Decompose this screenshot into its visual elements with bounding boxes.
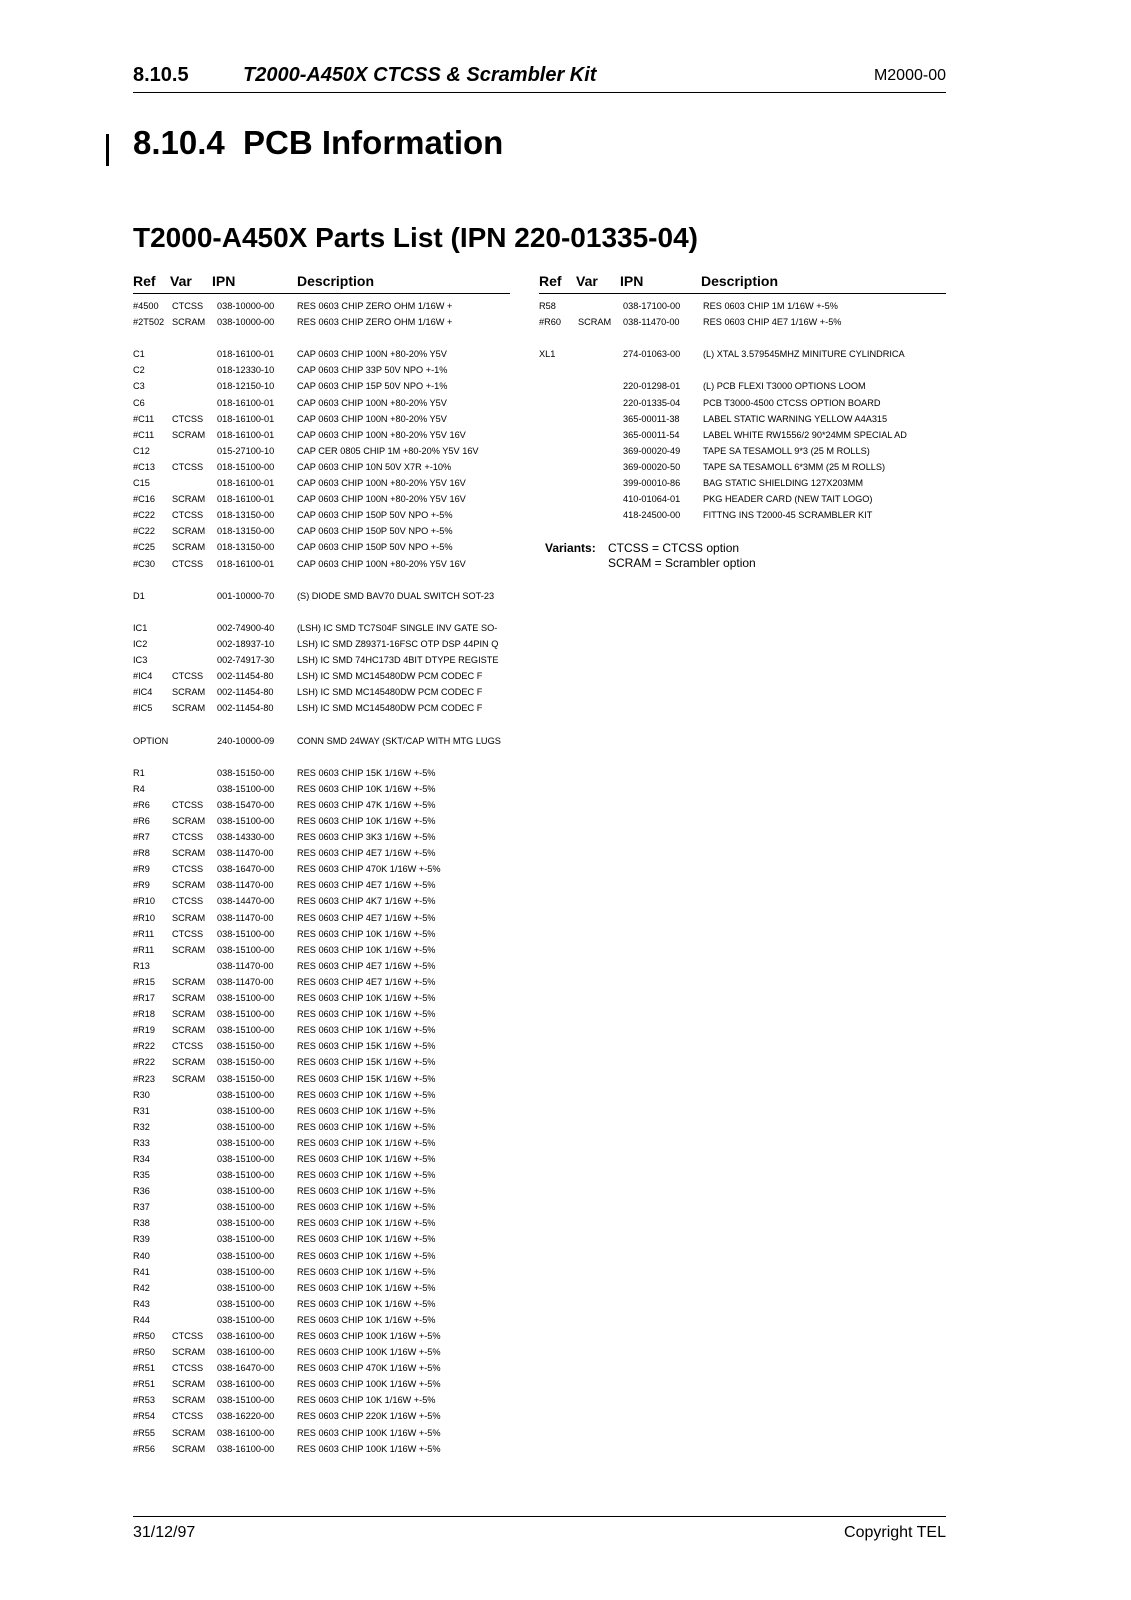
part-ipn: 038-15100-00: [217, 1121, 275, 1132]
part-ipn: 002-11454-80: [217, 703, 274, 714]
part-description: CAP CER 0805 CHIP 1M +80-20% Y5V 16V: [297, 445, 479, 456]
part-description: (LSH) IC SMD TC7S04F SINGLE INV GATE SO-: [297, 622, 498, 633]
part-variant: CTCSS: [172, 864, 204, 875]
part-ipn: 038-17100-00: [623, 301, 681, 311]
part-description: LSH) IC SMD MC145480DW PCM CODEC F: [297, 687, 483, 698]
part-variant: SCRAM: [172, 1057, 206, 1068]
part-ipn: 038-15470-00: [217, 799, 275, 810]
part-description: LSH) IC SMD MC145480DW PCM CODEC F: [297, 671, 483, 682]
part-description: PCB T3000-4500 CTCSS OPTION BOARD: [703, 397, 881, 408]
part-variant: SCRAM: [172, 494, 206, 505]
part-description: RES 0603 CHIP 10K 1/16W +-5%: [297, 1314, 436, 1325]
header-document-code: M2000-00: [873, 67, 946, 84]
part-description: RES 0603 CHIP 3K3 1/16W +-5%: [297, 832, 436, 843]
part-ref: #R51: [133, 1363, 155, 1374]
part-ipn: 018-16100-01: [217, 397, 275, 408]
part-ipn: 365-00011-38: [623, 413, 680, 424]
part-ref: R1: [133, 767, 145, 778]
part-ipn: 018-16100-01: [217, 413, 275, 424]
part-ipn: 038-15100-00: [217, 1298, 275, 1309]
part-ipn: 018-16100-01: [217, 349, 275, 360]
part-ref: R35: [133, 1170, 150, 1181]
left-column-header: [133, 273, 510, 294]
part-ipn: 038-14330-00: [217, 832, 275, 843]
part-description: RES 0603 CHIP 10K 1/16W +-5%: [297, 993, 436, 1004]
part-ref: R36: [133, 1186, 150, 1197]
part-ipn: 410-01064-01: [623, 494, 681, 505]
part-ipn: 038-16100-00: [217, 1379, 275, 1390]
part-ipn: 018-13150-00: [217, 526, 275, 537]
part-description: CAP 0603 CHIP 100N +80-20% Y5V: [297, 349, 447, 360]
part-ref: #C22: [133, 510, 155, 521]
parts-list-title: T2000-A450X Parts List (IPN 220-01335-04): [133, 222, 698, 253]
part-description: RES 0603 CHIP 10K 1/16W +-5%: [297, 1218, 436, 1229]
part-ref: C12: [133, 445, 150, 456]
part-description: RES 0603 CHIP 10K 1/16W +-5%: [297, 1266, 436, 1277]
part-ipn: 240-10000-09: [217, 735, 275, 746]
part-ipn: 038-15100-00: [217, 816, 275, 826]
part-ipn: 038-11470-00: [217, 976, 274, 987]
part-variant: SCRAM: [172, 1443, 206, 1454]
part-ref: #R54: [133, 1411, 155, 1422]
part-variant: CTCSS: [172, 558, 204, 569]
part-ipn: 038-15100-00: [217, 1186, 275, 1197]
part-description: LABEL STATIC WARNING YELLOW A4A315: [703, 413, 888, 424]
part-variant: SCRAM: [172, 526, 206, 537]
part-variant: SCRAM: [172, 1395, 206, 1406]
part-ipn: 038-15150-00: [217, 1041, 275, 1052]
part-ref: #R23: [133, 1073, 155, 1084]
part-ref: C3: [133, 381, 145, 392]
part-description: RES 0603 CHIP 10K 1/16W +-5%: [297, 1121, 436, 1132]
part-variant: CTCSS: [172, 413, 204, 424]
part-variant: SCRAM: [578, 317, 612, 328]
part-ipn: 001-10000-70: [217, 590, 275, 601]
col-ipn: IPN: [620, 273, 644, 289]
part-ref: #R17: [133, 993, 155, 1004]
part-ipn: 038-16100-00: [217, 1331, 275, 1341]
part-description: RES 0603 CHIP 47K 1/16W +-5%: [297, 799, 436, 810]
right-column-header: [539, 273, 946, 294]
part-description: RES 0603 CHIP 4E7 1/16W +-5%: [703, 317, 842, 328]
part-ref: #R51: [133, 1379, 155, 1390]
part-ref: #R53: [133, 1395, 155, 1406]
col-var: Var: [170, 273, 192, 289]
part-ref: #IC4: [133, 671, 153, 682]
part-ref: #R15: [133, 976, 155, 987]
part-ref: #R11: [133, 928, 155, 939]
col-ref: Ref: [539, 273, 562, 289]
part-ipn: 418-24500-00: [623, 510, 681, 521]
part-variant: SCRAM: [172, 1427, 206, 1438]
part-description: RES 0603 CHIP 10K 1/16W +-5%: [297, 1009, 436, 1020]
part-description: RES 0603 CHIP 10K 1/16W +-5%: [297, 1250, 436, 1261]
part-ipn: 038-15100-00: [217, 1395, 275, 1406]
part-ref: #IC5: [133, 703, 153, 714]
part-ipn: 038-15150-00: [217, 1057, 275, 1068]
part-description: CAP 0603 CHIP 100N +80-20% Y5V: [297, 413, 447, 424]
part-variant: CTCSS: [172, 1363, 204, 1374]
part-variant: CTCSS: [172, 1041, 204, 1052]
part-ref: C2: [133, 365, 145, 376]
col-var: Var: [576, 273, 598, 289]
part-ipn: 038-15150-00: [217, 1073, 275, 1084]
part-ref: #R9: [133, 864, 150, 875]
part-variant: SCRAM: [172, 944, 206, 955]
part-ipn: 038-15100-00: [217, 1009, 275, 1020]
part-ipn: 015-27100-10: [217, 445, 275, 456]
part-variant: CTCSS: [172, 301, 204, 311]
part-variant: SCRAM: [172, 880, 206, 891]
part-description: RES 0603 CHIP 10K 1/16W +-5%: [297, 1298, 436, 1309]
part-description: RES 0603 CHIP 470K 1/16W +-5%: [297, 1363, 441, 1374]
part-ipn: 038-16470-00: [217, 1363, 275, 1374]
part-variant: SCRAM: [172, 1009, 206, 1020]
part-ipn: 038-15100-00: [217, 944, 275, 955]
part-description: LABEL WHITE RW1556/2 90*24MM SPECIAL AD: [703, 429, 907, 440]
part-description: RES 0603 CHIP 10K 1/16W +-5%: [297, 1025, 436, 1036]
section-number: 8.10.4: [133, 124, 225, 161]
part-ref: #R6: [133, 799, 150, 810]
part-ipn: 038-15100-00: [217, 1025, 275, 1036]
part-ref: #R19: [133, 1025, 155, 1036]
part-ref: #R60: [539, 317, 561, 328]
part-variant: CTCSS: [172, 896, 204, 907]
part-ipn: 018-16100-01: [217, 478, 275, 489]
part-ref: #R8: [133, 848, 150, 859]
part-ref: IC2: [133, 638, 148, 649]
part-description: RES 0603 CHIP 10K 1/16W +-5%: [297, 1170, 436, 1181]
part-description: RES 0603 CHIP 10K 1/16W +-5%: [297, 1089, 436, 1100]
part-description: RES 0603 CHIP 10K 1/16W +-5%: [297, 1153, 436, 1164]
part-variant: SCRAM: [172, 993, 206, 1004]
part-ipn: 038-15100-00: [217, 928, 275, 939]
col-desc: Description: [701, 273, 779, 289]
part-ipn: 038-15100-00: [217, 1282, 275, 1293]
part-ref: #IC4: [133, 687, 153, 698]
header-title: T2000-A450X CTCSS & Scrambler Kit: [243, 64, 597, 86]
part-ipn: 399-00010-86: [623, 478, 681, 489]
part-variant: SCRAM: [172, 542, 206, 553]
part-variant: CTCSS: [172, 928, 204, 939]
part-description: RES 0603 CHIP 10K 1/16W +-5%: [297, 944, 436, 955]
part-ipn: 038-14470-00: [217, 896, 275, 907]
part-description: RES 0603 CHIP 10K 1/16W +-5%: [297, 1234, 436, 1245]
part-ipn: 038-16100-00: [217, 1427, 275, 1438]
part-ipn: 018-15100-00: [217, 461, 275, 472]
part-variant: SCRAM: [172, 317, 206, 328]
part-ipn: 038-15100-00: [217, 1218, 275, 1229]
part-ref: R31: [133, 1105, 150, 1116]
part-ipn: 038-10000-00: [217, 301, 275, 311]
part-ipn: 038-15100-00: [217, 993, 275, 1004]
part-description: CAP 0603 CHIP 100N +80-20% Y5V: [297, 397, 447, 408]
part-ref: R32: [133, 1121, 150, 1132]
part-ipn: 220-01298-01: [623, 381, 681, 392]
part-ref: R37: [133, 1202, 150, 1213]
section-heading: [133, 124, 503, 162]
part-ipn: 038-15100-00: [217, 1105, 275, 1116]
part-description: RES 0603 CHIP 10K 1/16W +-5%: [297, 1186, 436, 1197]
part-ref: R58: [539, 301, 556, 311]
part-description: RES 0603 CHIP 15K 1/16W +-5%: [297, 1073, 436, 1084]
part-ref: #C13: [133, 461, 155, 472]
part-ipn: 018-16100-01: [217, 429, 275, 440]
part-ipn: 038-16100-00: [217, 1443, 275, 1454]
part-description: CAP 0603 CHIP 150P 50V NPO +-5%: [297, 510, 453, 521]
part-ref: C15: [133, 478, 150, 489]
part-ipn: 002-74900-40: [217, 622, 275, 633]
part-variant: CTCSS: [172, 799, 204, 810]
part-description: RES 0603 CHIP 4K7 1/16W +-5%: [297, 896, 436, 907]
part-variant: SCRAM: [172, 703, 206, 714]
part-ipn: 038-15100-00: [217, 1089, 275, 1100]
part-description: CAP 0603 CHIP 10N 50V X7R +-10%: [297, 461, 452, 472]
part-description: RES 0603 CHIP 100K 1/16W +-5%: [297, 1443, 441, 1454]
variants-label: Variants:: [545, 541, 596, 555]
part-ipn: 038-15100-00: [217, 783, 275, 794]
col-desc: Description: [297, 273, 375, 289]
part-description: TAPE SA TESAMOLL 6*3MM (25 M ROLLS): [703, 461, 886, 472]
part-ipn: 274-01063-00: [623, 349, 681, 360]
part-ref: R4: [133, 783, 145, 794]
part-variant: SCRAM: [172, 848, 206, 859]
part-ipn: 038-11470-00: [217, 848, 274, 859]
part-ipn: 002-11454-80: [217, 671, 274, 682]
part-description: (L) XTAL 3.579545MHZ MINITURE CYLINDRICA: [703, 349, 905, 360]
part-ipn: 038-16100-00: [217, 1347, 275, 1358]
part-ref: R30: [133, 1089, 150, 1100]
part-ipn: 038-16470-00: [217, 864, 275, 875]
part-description: RES 0603 CHIP 4E7 1/16W +-5%: [297, 880, 436, 891]
part-description: RES 0603 CHIP 10K 1/16W +-5%: [297, 816, 436, 826]
col-ipn: IPN: [212, 273, 236, 289]
part-ipn: 220-01335-04: [623, 397, 681, 408]
part-description: TAPE SA TESAMOLL 9*3 (25 M ROLLS): [703, 445, 870, 456]
part-description: RES 0603 CHIP 4E7 1/16W +-5%: [297, 912, 436, 923]
section-title: PCB Information: [243, 124, 504, 161]
part-variant: SCRAM: [172, 687, 206, 698]
part-description: RES 0603 CHIP 4E7 1/16W +-5%: [297, 848, 436, 859]
part-description: (L) PCB FLEXI T3000 OPTIONS LOOM: [703, 381, 866, 392]
part-description: RES 0603 CHIP ZERO OHM 1/16W +: [297, 301, 453, 311]
part-ipn: 038-15100-00: [217, 1170, 275, 1181]
part-description: LSH) IC SMD 74HC173D 4BIT DTYPE REGISTE: [297, 655, 499, 666]
part-ref: R13: [133, 960, 150, 971]
part-ipn: 365-00011-54: [623, 429, 680, 440]
part-ref: #C22: [133, 526, 155, 537]
part-ref: #R22: [133, 1057, 155, 1068]
page-footer: [133, 1516, 946, 1541]
part-ref: #R50: [133, 1347, 155, 1358]
part-ref: #C16: [133, 494, 155, 505]
part-description: RES 0603 CHIP 10K 1/16W +-5%: [297, 1202, 436, 1213]
part-description: RES 0603 CHIP 220K 1/16W +-5%: [297, 1411, 441, 1422]
page-header: [133, 62, 946, 93]
part-ref: #C11: [133, 429, 155, 440]
part-ref: R40: [133, 1250, 150, 1261]
part-ipn: 018-16100-01: [217, 558, 275, 569]
part-ref: #R22: [133, 1041, 155, 1052]
part-ipn: 038-15100-00: [217, 1314, 275, 1325]
part-description: RES 0603 CHIP ZERO OHM 1/16W +: [297, 317, 453, 328]
part-ipn: 369-00020-49: [623, 445, 681, 456]
part-description: RES 0603 CHIP 15K 1/16W +-5%: [297, 767, 436, 778]
part-variant: SCRAM: [172, 1025, 206, 1036]
part-ref: R41: [133, 1266, 150, 1277]
variant-scram: SCRAM = Scrambler option: [608, 556, 756, 570]
part-variant: SCRAM: [172, 976, 206, 987]
part-description: RES 0603 CHIP 100K 1/16W +-5%: [297, 1427, 441, 1438]
part-ipn: 038-15100-00: [217, 1234, 275, 1245]
part-ref: #R6: [133, 816, 150, 826]
part-ipn: 038-11470-00: [217, 880, 274, 891]
part-ipn: 369-00020-50: [623, 461, 681, 472]
part-variant: SCRAM: [172, 816, 206, 826]
part-variant: CTCSS: [172, 510, 204, 521]
part-ipn: 038-15100-00: [217, 1202, 275, 1213]
part-ref: #R56: [133, 1443, 155, 1454]
part-description: RES 0603 CHIP 100K 1/16W +-5%: [297, 1331, 441, 1341]
part-ipn: 038-15100-00: [217, 1137, 275, 1148]
part-description: CAP 0603 CHIP 100N +80-20% Y5V 16V: [297, 478, 466, 489]
part-ref: #2T502: [133, 317, 165, 328]
part-ref: #R10: [133, 912, 155, 923]
part-variant: CTCSS: [172, 832, 204, 843]
part-ref: #4500: [133, 301, 159, 311]
part-description: RES 0603 CHIP 10K 1/16W +-5%: [297, 1282, 436, 1293]
part-variant: SCRAM: [172, 1073, 206, 1084]
part-ref: IC1: [133, 622, 148, 633]
part-ipn: 038-15100-00: [217, 1266, 275, 1277]
part-description: RES 0603 CHIP 10K 1/16W +-5%: [297, 1395, 436, 1406]
part-description: FITTNG INS T2000-45 SCRAMBLER KIT: [703, 510, 873, 521]
part-ipn: 038-15100-00: [217, 1153, 275, 1164]
part-description: LSH) IC SMD Z89371-16FSC OTP DSP 44PIN Q: [297, 638, 499, 649]
part-ipn: 018-16100-01: [217, 494, 275, 505]
part-ref: C1: [133, 349, 145, 360]
footer-date: 31/12/97: [133, 1524, 196, 1541]
part-description: RES 0603 CHIP 4E7 1/16W +-5%: [297, 960, 436, 971]
part-ref: OPTION: [133, 735, 169, 746]
part-ipn: 038-11470-00: [217, 912, 274, 923]
part-ipn: 002-18937-10: [217, 638, 275, 649]
part-ref: #R11: [133, 944, 155, 955]
part-ipn: 002-11454-80: [217, 687, 274, 698]
change-bar: [106, 134, 109, 166]
part-ref: D1: [133, 590, 145, 601]
col-ref: Ref: [133, 273, 156, 289]
part-description: RES 0603 CHIP 15K 1/16W +-5%: [297, 1041, 436, 1052]
part-description: RES 0603 CHIP 4E7 1/16W +-5%: [297, 976, 436, 987]
part-description: CAP 0603 CHIP 150P 50V NPO +-5%: [297, 542, 453, 553]
part-ref: C6: [133, 397, 145, 408]
part-description: CAP 0603 CHIP 150P 50V NPO +-5%: [297, 526, 453, 537]
part-variant: CTCSS: [172, 671, 204, 682]
part-ref: R44: [133, 1314, 150, 1325]
part-description: BAG STATIC SHIELDING 127X203MM: [703, 478, 863, 489]
part-description: RES 0603 CHIP 100K 1/16W +-5%: [297, 1347, 441, 1358]
part-ref: R34: [133, 1153, 150, 1164]
variant-ctcss: CTCSS = CTCSS option: [608, 541, 740, 555]
part-ipn: 018-12330-10: [217, 365, 275, 376]
part-ref: R43: [133, 1298, 150, 1309]
part-ipn: 038-11470-00: [217, 960, 274, 971]
part-description: CONN SMD 24WAY (SKT/CAP WITH MTG LUGS: [297, 735, 501, 746]
part-ref: #R50: [133, 1331, 155, 1341]
part-description: RES 0603 CHIP 10K 1/16W +-5%: [297, 928, 436, 939]
part-description: CAP 0603 CHIP 15P 50V NPO +-1%: [297, 381, 448, 392]
part-description: CAP 0603 CHIP 100N +80-20% Y5V 16V: [297, 494, 466, 505]
part-ipn: 018-12150-10: [217, 381, 275, 392]
part-description: CAP 0603 CHIP 100N +80-20% Y5V 16V: [297, 429, 466, 440]
part-variant: CTCSS: [172, 1331, 204, 1341]
part-description: RES 0603 CHIP 10K 1/16W +-5%: [297, 1105, 436, 1116]
part-ipn: 002-74917-30: [217, 655, 275, 666]
part-description: RES 0603 CHIP 15K 1/16W +-5%: [297, 1057, 436, 1068]
part-ref: #C25: [133, 542, 155, 553]
part-ref: R39: [133, 1234, 150, 1245]
header-section-number: 8.10.5: [133, 64, 189, 86]
part-ipn: 018-13150-00: [217, 510, 275, 521]
footer-copyright: Copyright TEL: [844, 1524, 946, 1541]
part-description: CAP 0603 CHIP 100N +80-20% Y5V 16V: [297, 558, 466, 569]
part-variant: CTCSS: [172, 461, 204, 472]
part-description: RES 0603 CHIP 1M 1/16W +-5%: [703, 301, 838, 311]
part-ipn: 038-10000-00: [217, 317, 275, 328]
part-description: RES 0603 CHIP 100K 1/16W +-5%: [297, 1379, 441, 1390]
part-ref: #C30: [133, 558, 155, 569]
part-ipn: 018-13150-00: [217, 542, 275, 553]
part-ref: R38: [133, 1218, 150, 1229]
part-description: LSH) IC SMD MC145480DW PCM CODEC F: [297, 703, 483, 714]
part-ref: #R9: [133, 880, 150, 891]
part-variant: SCRAM: [172, 1347, 206, 1358]
part-ref: XL1: [539, 349, 556, 360]
part-ref: #R7: [133, 832, 150, 843]
part-ref: #C11: [133, 413, 155, 424]
part-description: (S) DIODE SMD BAV70 DUAL SWITCH SOT-23: [297, 590, 495, 601]
part-description: CAP 0603 CHIP 33P 50V NPO +-1%: [297, 365, 448, 376]
part-description: PKG HEADER CARD (NEW TAIT LOGO): [703, 494, 873, 505]
part-variant: SCRAM: [172, 1379, 206, 1390]
part-variant: SCRAM: [172, 912, 206, 923]
part-ref: #R18: [133, 1009, 155, 1020]
part-ipn: 038-11470-00: [623, 317, 680, 328]
part-ipn: 038-15150-00: [217, 767, 275, 778]
part-description: RES 0603 CHIP 470K 1/16W +-5%: [297, 864, 441, 875]
part-ref: R33: [133, 1137, 150, 1148]
part-ipn: 038-15100-00: [217, 1250, 275, 1261]
part-ref: IC3: [133, 655, 148, 666]
part-description: RES 0603 CHIP 10K 1/16W +-5%: [297, 783, 436, 794]
part-variant: SCRAM: [172, 429, 206, 440]
part-ipn: 038-16220-00: [217, 1411, 275, 1422]
part-variant: CTCSS: [172, 1411, 204, 1422]
part-ref: #R55: [133, 1427, 155, 1438]
part-ref: R42: [133, 1282, 150, 1293]
part-description: RES 0603 CHIP 10K 1/16W +-5%: [297, 1137, 436, 1148]
part-ref: #R10: [133, 896, 155, 907]
